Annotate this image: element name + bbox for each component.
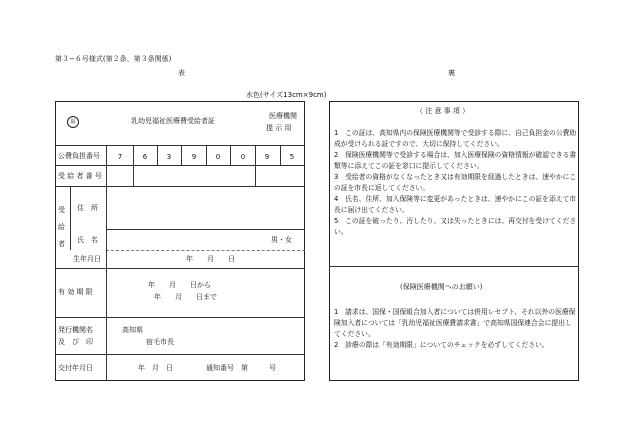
name-label: 氏 名 (77, 236, 98, 244)
recipient-group-char: 者 (58, 240, 65, 248)
provider-request-item: 2 診療の際は「有効期限」についてのチェックを必ずしてください。 (334, 341, 549, 349)
provider-request-list (334, 307, 578, 351)
burden-digit: 5 (289, 153, 295, 161)
burden-digit: 6 (142, 153, 148, 161)
burden-number-label: 公費負担番号 (58, 152, 100, 160)
provider-request-item: 1 請求は、国保・国保組合加入者については併用レセプト、それ以外の医療保険加入者については「乳幼児福祉医療費請求書」で高知県国保連合会に提出してください。 (334, 308, 576, 338)
burden-digit: 0 (215, 153, 221, 161)
validity-from: 年 月 日から (148, 281, 211, 289)
recipient-number-label: 受 給 者 番 号 (58, 172, 102, 180)
form-number: 第３−６号様式(第２条、第３条関係) (55, 55, 172, 63)
burden-digit: 9 (264, 153, 270, 161)
issue-date-label: 交付年月日 (58, 364, 93, 372)
seal-icon: 福 (67, 116, 79, 128)
issuer-mayor: 宿毛市長 (146, 338, 174, 346)
notes-heading: （ 注 意 事 項 ） (416, 107, 470, 115)
burden-digit: 7 (117, 153, 123, 161)
notice-number: 通知番号 第 号 (206, 364, 276, 372)
card-title: 乳幼児福祉医療費受給者証 (131, 117, 215, 125)
address-label: 住 所 (77, 204, 98, 212)
issuer-prefecture: 高知県 (122, 326, 143, 334)
note-item: 4 氏名、住所、加入保険等に変更があったときは、速やかにこの証を添えて市長に届け出てください。 (334, 195, 577, 214)
burden-digit: 0 (240, 153, 246, 161)
note-item: 3 受給者の資格がなくなったとき又は有効期限を経過したときは、速やかにこの証を市長に返してください。 (334, 173, 577, 192)
back-label: 裏 (448, 69, 455, 77)
issue-date-value: 年 月 日 (138, 364, 173, 372)
dob-label: 生年月日 (73, 255, 101, 263)
recipient-group-char: 給 (58, 223, 65, 231)
notes-list (334, 128, 578, 238)
burden-digit: 3 (166, 153, 172, 161)
dob-value: 年 月 日 (186, 255, 235, 263)
provider-label-1: 医療機関 (269, 112, 297, 120)
provider-request-heading: (保険医療機関へのお願い) (400, 283, 483, 291)
provider-label-2: 提 示 用 (266, 124, 292, 132)
note-item: 5 この証を破ったり、汚したり、又は失ったときには、再交付を受けてください。 (334, 217, 577, 236)
note-item: 1 この証は、高知県内の保険医療機関等で受診する際に、自己負担金の公費助成が受けられる証ですので、大切に保持してください。 (334, 129, 577, 148)
burden-digit: 9 (191, 153, 197, 161)
gender-value: 男・女 (271, 236, 292, 244)
color-size-note: 水色(サイズ13cm×9cm) (246, 91, 327, 99)
validity-to: 年 月 日まで (154, 293, 217, 301)
validity-label: 有 効 期 限 (58, 288, 93, 296)
recipient-group-char: 受 (58, 206, 65, 214)
issuer-label-1: 発行機関名 (58, 326, 93, 334)
issuer-label-2: 及 び 印 (58, 338, 93, 346)
front-label: 表 (178, 69, 185, 77)
note-item: 2 保険医療機関等で受診する場合は、加入医療保険の資格情報が確認できる書類等に添えてこの証を窓口に提示してください。 (334, 151, 577, 170)
